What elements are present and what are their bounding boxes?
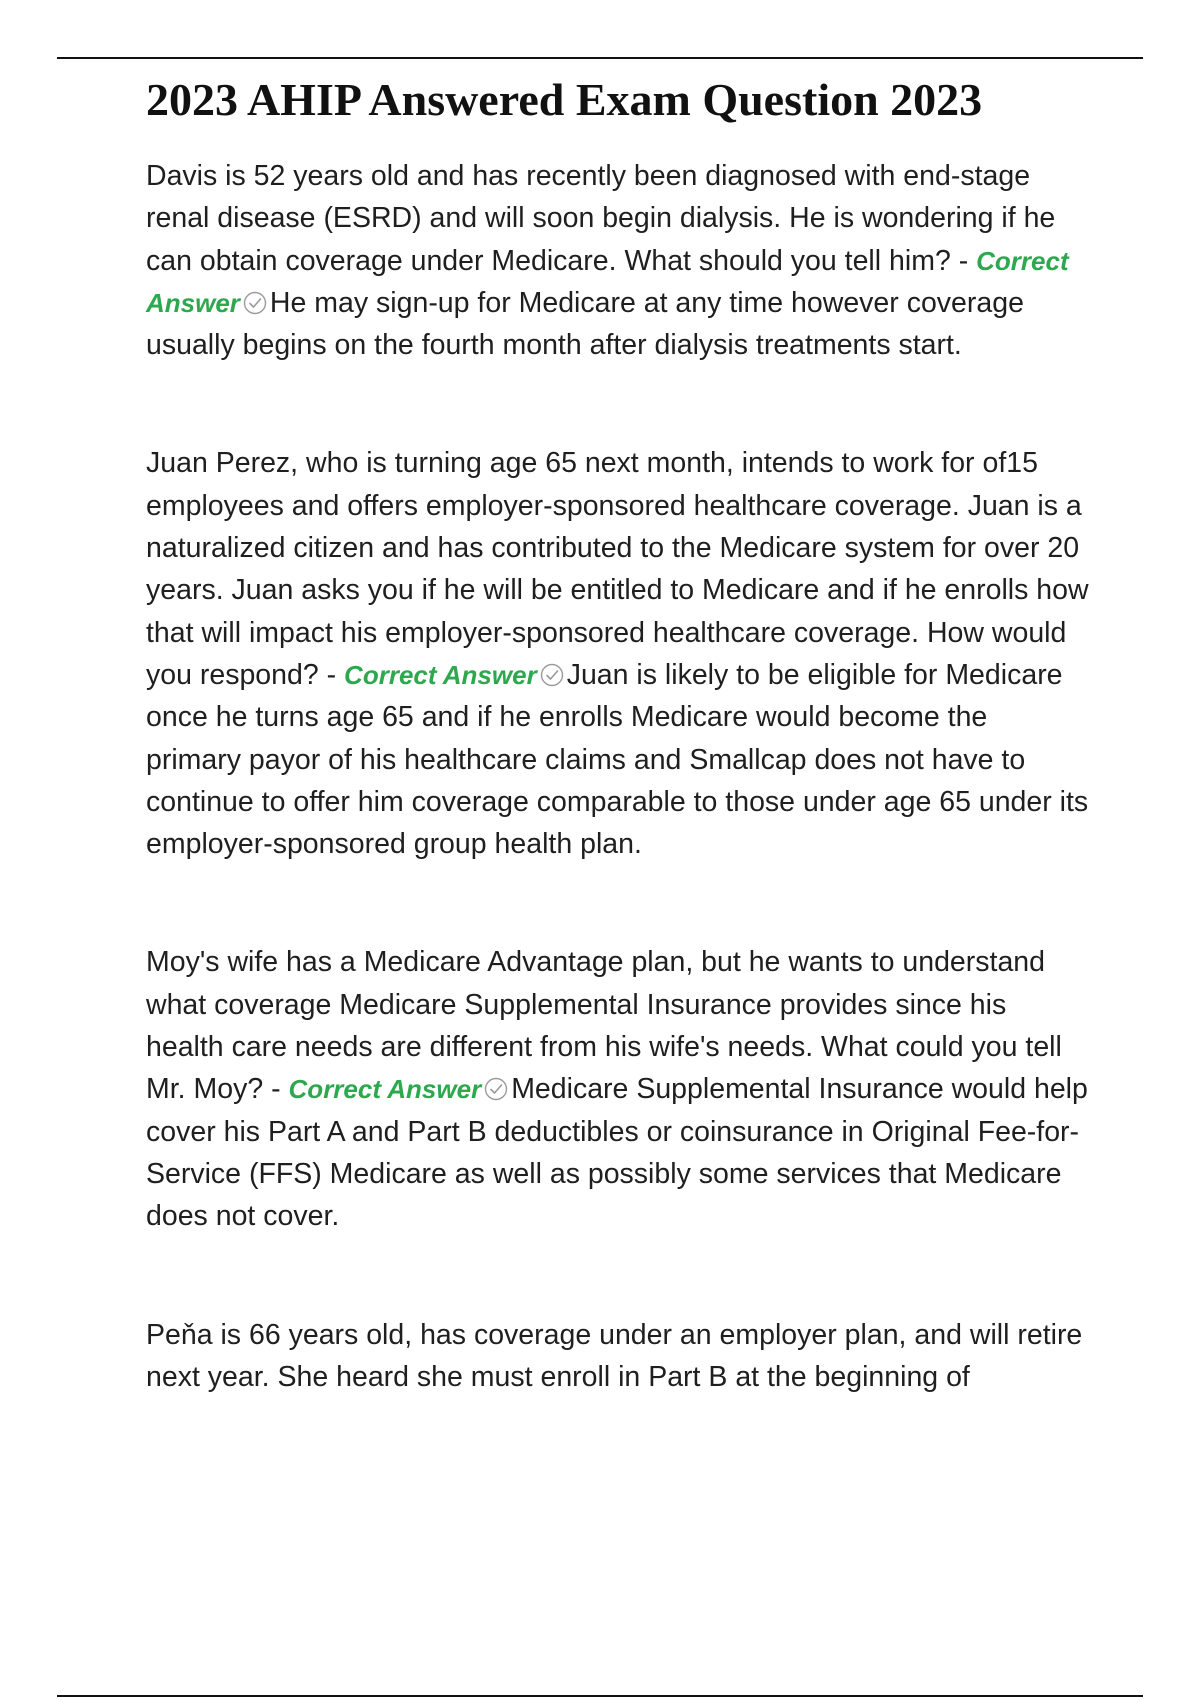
qa-item-4 (146, 1314, 1090, 1399)
answer-text: He may sign-up for Medicare at any time however coverage usually begins on the fourth month after dialysis treatments start. (146, 286, 1024, 362)
qa-item-2 (146, 442, 1090, 865)
check-circle-icon (483, 1076, 509, 1102)
correct-answer-label: Correct Answer (344, 659, 537, 690)
answer-text: Medicare Supplemental Insurance would help cover his Part A and Part B deductibles or coinsurance in Original Fee-for-Service (FFS) Medicare as well as possibly some services that Medicare does not cover. (146, 1073, 1088, 1233)
correct-answer-label: Correct Answer (288, 1074, 482, 1105)
bottom-divider (57, 1695, 1143, 1697)
check-circle-icon (242, 290, 268, 316)
qa-item-1 (146, 155, 1090, 366)
document-body (146, 155, 1090, 1474)
question-text: Moy's wife has a Medicare Advantage plan, but he wants to understand what coverage Medicare Supplemental Insurance provides since his health care needs are different from his wife's needs. What could you tell Mr. Moy? - (146, 946, 1062, 1106)
correct-answer-label: Correct Answer (146, 245, 1069, 318)
question-text: Juan Perez, who is turning age 65 next month, intends to work for of15 employees and offers employer-sponsored healthcare coverage. Juan is a naturalized citizen and has contributed to the Medicare system for over 20 years. Juan asks you if he will be entitled to Medicare and if he enrolls how that will impact his employer-sponsored healthcare coverage. How would you respond? - (146, 447, 1089, 691)
question-text: Peňa is 66 years old, has coverage under an employer plan, and will retire next year. She heard she must enroll in Part B at the beginning of (146, 1318, 1083, 1393)
question-text: Davis is 52 years old and has recently been diagnosed with end-stage renal disease (ESRD) and will soon begin dialysis. He is wondering if he can obtain coverage under Medicare. What should you tell him? - (146, 160, 1056, 277)
top-divider (57, 57, 1143, 59)
answer-text: Juan is likely to be eligible for Medicare once he turns age 65 and if he enrolls Medicare would become the primary payor of his healthcare claims and Smallcap does not have to continue to offer him coverage comparable to those under age 65 under its employer-sponsored group health plan. (146, 658, 1089, 861)
page-title: 2023 AHIP Answered Exam Question 2023 (146, 74, 983, 125)
check-circle-icon (539, 662, 565, 688)
qa-item-3 (146, 941, 1090, 1237)
